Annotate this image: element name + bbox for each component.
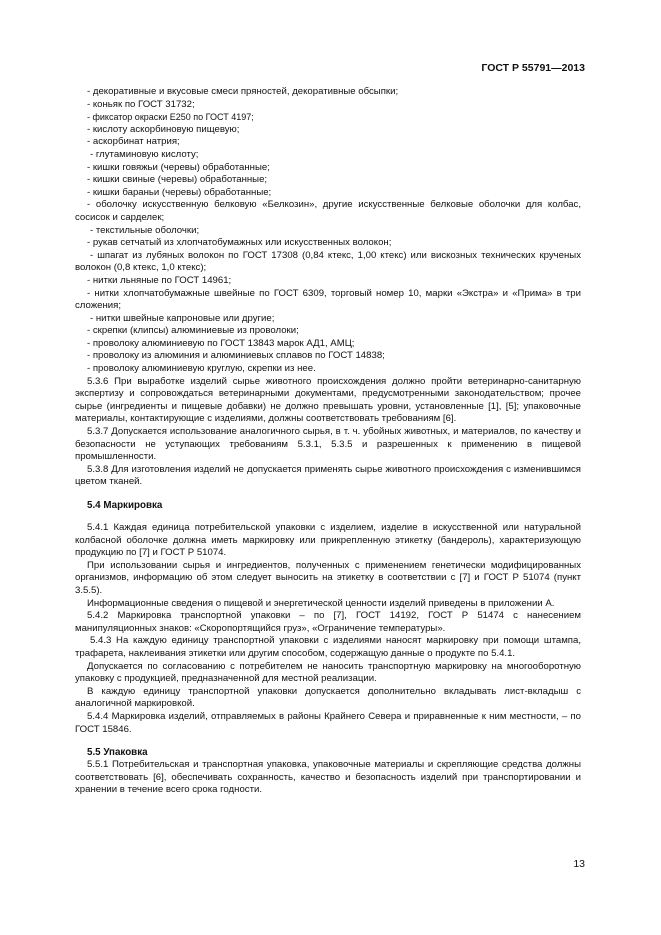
list-item: - кишки говяжьи (черевы) обработанные; [87, 161, 270, 173]
list-item: - нитки швейные капроновые или другие; [90, 312, 275, 324]
clause-5-3-7: 5.3.7 Допускается использование аналогичного сырья, в т. ч. убойных животных, и материалов, по качеству и безопасности не уступающих требованиям 5.3.1, 5.3.5 и разрешенных к применению в пищевой промышленности. [75, 426, 581, 463]
list-item: - рукав сетчатый из хлопчатобумажных или искусственных волокон; [87, 237, 392, 249]
page-number: 13 [573, 858, 585, 870]
document-id-header: ГОСТ Р 55791—2013 [481, 62, 585, 74]
section-heading-marking: 5.4 Маркировка [87, 500, 163, 511]
clause-5-4-1: 5.4.1 Каждая единица потребительской упаковки с изделием, изделие в искусственной или натуральной колбасной оболочке должна иметь маркировку или прикрепленную этикетку (бандероль), характеризующую продукцию по [7] и ГОСТ Р 51074. [75, 522, 581, 559]
clause-5-3-8: 5.3.8 Для изготовления изделий не допускается применять сырье животного происхождения с изменившимся цветом тканей. [75, 463, 581, 488]
list-item: - шпагат из лубяных волокон по ГОСТ 17308 (0,84 ктекс, 1,00 ктекс) или вискозных технических крученых волокон (0,8 ктекс, 1,0 ктекс); [75, 249, 581, 274]
list-item: - фиксатор окраски Е250 по ГОСТ 4197; [87, 112, 254, 123]
list-item: - текстильные оболочки; [90, 224, 200, 236]
list-item: - нитки льняные по ГОСТ 14961; [87, 274, 232, 286]
paragraph: При использовании сырья и ингредиентов, полученных с применением генетически модифицированных организмов, информацию об этом следует выносить на этикетку в соответствии с [7] и ГОСТ Р 51074 (пункт 3.5.5). [75, 559, 581, 596]
list-item: - декоративные и вкусовые смеси пряностей, декоративные обсыпки; [87, 86, 399, 97]
clause-5-4-4: 5.4.4 Маркировка изделий, отправляемых в районы Крайнего Севера и приравненные к ним местности, – по ГОСТ 15846. [75, 710, 581, 735]
list-item: - нитки хлопчатобумажные швейные по ГОСТ 6309, торговый номер 10, марки «Экстра» и «Прима» в три сложения; [75, 287, 581, 312]
paragraph: В каждую единицу транспортной упаковки допускается дополнительно вкладывать лист-вкладыш с аналогичной маркировкой. [75, 685, 581, 710]
list-item: - оболочку искусственную белковую «Белкозин», другие искусственные белковые оболочки для колбас, сосисок и сарделек; [75, 199, 581, 223]
list-item: - кишки бараньи (черевы) обработанные; [87, 186, 272, 198]
clause-5-4-3: 5.4.3 На каждую единицу транспортной упаковки с изделиями наносят маркировку при помощи штампа, трафарета, наклеивания этикетки или другим способом, содержащую данные о продукте по 5.4.1. [75, 635, 581, 659]
page-content [75, 86, 581, 797]
paragraph: Допускается по согласованию с потребителем не наносить транспортную маркировку на многооборотную упаковку с продукцией, предназначенной для местной реализации. [75, 660, 581, 685]
list-item: - проволоку из алюминия и алюминиевых сплавов по ГОСТ 14838; [87, 350, 385, 362]
section-heading-packaging: 5.5 Упаковка [87, 747, 148, 759]
list-item: - проволоку алюминиевую круглую, скрепки из нее. [87, 363, 316, 375]
clause-5-4-2: 5.4.2 Маркировка транспортной упаковки – по [7], ГОСТ 14192, ГОСТ Р 51474 с нанесением манипуляционных знаков: «Скоропортящийся груз», «Ограничение температуры». [75, 610, 581, 634]
list-item: - скрепки (клипсы) алюминиевые из проволоки; [87, 325, 299, 337]
clause-5-3-6: 5.3.6 При выработке изделий сырье животного происхождения должно пройти ветеринарно-санитарную экспертизу и сопровождаться ветеринарными документами, предусмотренными законодательством; прочее сырье (ингредиенты и пищевые добавки) не должно превышать уровни, установленные [1], [5]; упаковочные материалы, контактирующие с изделиями, должны соответствовать требованиям [6]. [75, 375, 581, 425]
list-item: - кишки свиные (черевы) обработанные; [87, 174, 268, 186]
list-item: - коньяк по ГОСТ 31732; [87, 98, 195, 110]
list-item: - глутаминовую кислоту; [90, 148, 199, 160]
list-item: - проволоку алюминиевую по ГОСТ 13843 марок АД1, АМЦ; [87, 337, 355, 349]
list-item: - кислоту аскорбиновую пищевую; [87, 123, 240, 135]
clause-5-5-1: 5.5.1 Потребительская и транспортная упаковка, упаковочные материалы и скрепляющие средства должны соответствовать [6], обеспечивать сохранность, качество и безопасность изделий при транспортировании и хранении в течение всего срока годности. [75, 759, 581, 796]
list-item: - аскорбинат натрия; [87, 136, 180, 148]
paragraph: Информационные сведения о пищевой и энергетической ценности изделий приведены в приложении А. [87, 597, 555, 609]
